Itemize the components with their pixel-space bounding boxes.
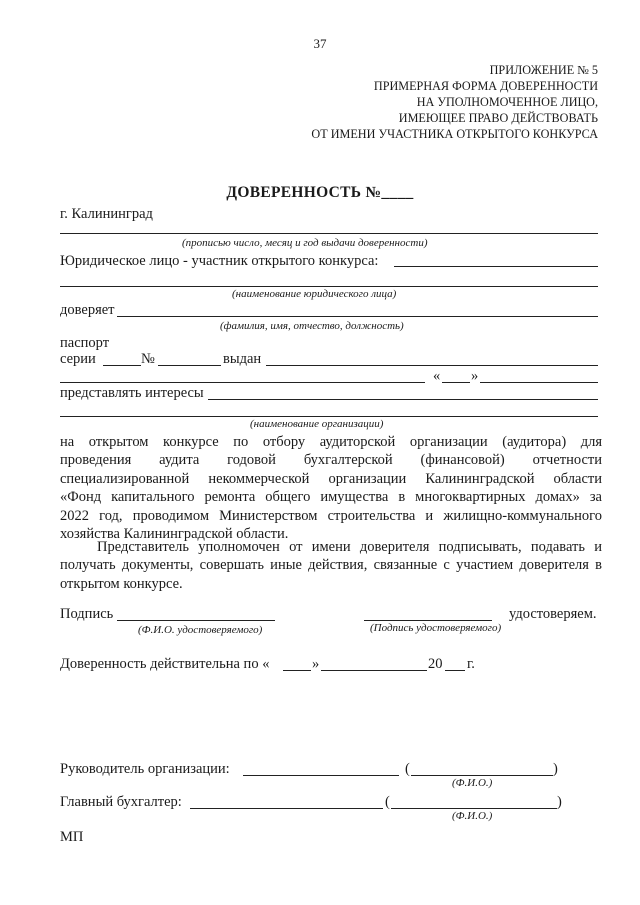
validity-year-suffix: г. — [467, 656, 475, 672]
passport-series-field[interactable] — [103, 365, 141, 366]
trusts-label: доверяет — [60, 302, 115, 318]
page-number: 37 — [313, 36, 327, 51]
head-name-field[interactable] — [411, 775, 553, 776]
represent-field[interactable] — [208, 399, 598, 400]
quote-close: » — [471, 368, 479, 384]
validity-day-field[interactable] — [283, 670, 311, 671]
paragraph-line: получать документы, совершать иные действия, связанные с участием доверителя в — [60, 557, 602, 574]
validity-year: 20 — [428, 656, 443, 672]
legal-entity-field[interactable] — [394, 266, 598, 267]
paragraph-line: на открытом конкурсе по отбору аудиторской организации (аудитора) для — [60, 434, 602, 450]
represent-field-2[interactable] — [60, 416, 598, 417]
passport-label: паспорт — [60, 335, 110, 351]
validity-month-field[interactable] — [321, 670, 427, 671]
quote-open: « — [433, 368, 441, 384]
number-label: № — [141, 351, 155, 367]
head-signature-field[interactable] — [243, 775, 399, 776]
accountant-fio-caption: (Ф.И.О.) — [452, 810, 493, 822]
paragraph-line: хозяйства Калининградской области. — [60, 525, 289, 542]
legal-entity-caption: (наименование юридического лица) — [232, 288, 397, 300]
validity-year-field[interactable] — [445, 670, 465, 671]
accountant-label: Главный бухгалтер: — [60, 794, 182, 810]
paragraph-line: Представитель уполномочен от имени доверителя подписывать, подавать и — [97, 539, 602, 555]
date-field[interactable] — [60, 233, 598, 234]
passport-number-field[interactable] — [158, 365, 221, 366]
head-paren-close: ) — [553, 761, 558, 777]
paragraph-line: «Фонд капитального ремонта общего имущества в многоквартирных домах» за — [60, 489, 602, 506]
signature-name-caption: (Ф.И.О. удостоверяемого) — [138, 624, 263, 636]
annex-line-3: НА УПОЛНОМОЧЕННОЕ ЛИЦО, — [416, 95, 598, 109]
head-fio-caption: (Ф.И.О.) — [452, 777, 493, 789]
trustee-caption: (фамилия, имя, отчество, должность) — [220, 320, 404, 332]
signature-name-field[interactable] — [117, 620, 275, 621]
annex-line-5: ОТ ИМЕНИ УЧАСТНИКА ОТКРЫТОГО КОНКУРСА — [311, 127, 598, 141]
validity-label: Доверенность действительна по « — [60, 656, 270, 672]
series-label: серии — [60, 351, 96, 367]
date-caption: (прописью число, месяц и год выдачи доверенности) — [182, 237, 428, 249]
legal-entity-label: Юридическое лицо - участник открытого конкурса: — [60, 253, 379, 269]
accountant-paren-open: ( — [385, 794, 390, 810]
city-label: г. Калининград — [60, 206, 153, 222]
accountant-signature-field[interactable] — [190, 808, 383, 809]
represent-label: представлять интересы — [60, 385, 204, 401]
accountant-name-field[interactable] — [391, 808, 557, 809]
annex-line-2: ПРИМЕРНАЯ ФОРМА ДОВЕРЕННОСТИ — [373, 79, 598, 93]
passport-day-field[interactable] — [442, 382, 470, 383]
authority-paragraph — [60, 538, 602, 593]
signature-label: Подпись — [60, 606, 114, 622]
passport-month-year-field[interactable] — [480, 382, 598, 383]
paragraph-line: открытом конкурсе. — [60, 575, 183, 592]
paragraph-line: 2022 год, проводимом Министерством строительства и жилищно-коммунального — [60, 507, 602, 524]
validity-quote-close: » — [312, 656, 320, 672]
passport-issuer-field[interactable] — [60, 382, 425, 383]
paragraph-line: проведения аудита годовой бухгалтерской (финансовой) отчетности — [60, 452, 602, 469]
document-title: ДОВЕРЕННОСТЬ №____ — [226, 184, 414, 201]
signature-field[interactable] — [364, 620, 492, 621]
signature-caption: (Подпись удостоверяемого) — [370, 622, 502, 634]
legal-entity-field-2[interactable] — [60, 286, 598, 287]
annex-line-1: ПРИЛОЖЕНИЕ № 5 — [489, 63, 598, 77]
issued-label: выдан — [223, 351, 262, 367]
head-label: Руководитель организации: — [60, 761, 230, 777]
certify-label: удостоверяем. — [509, 606, 597, 622]
stamp-place-label: МП — [60, 829, 84, 845]
annex-line-4: ИМЕЮЩЕЕ ПРАВО ДЕЙСТВОВАТЬ — [398, 111, 598, 125]
trustee-field[interactable] — [117, 316, 598, 317]
main-paragraph — [60, 433, 602, 543]
paragraph-line: специализированной некоммерческой организации Калининградской области — [60, 470, 602, 487]
passport-issued-field[interactable] — [266, 365, 598, 366]
head-paren-open: ( — [405, 761, 410, 777]
organization-caption: (наименование организации) — [250, 418, 384, 430]
accountant-paren-close: ) — [557, 794, 562, 810]
